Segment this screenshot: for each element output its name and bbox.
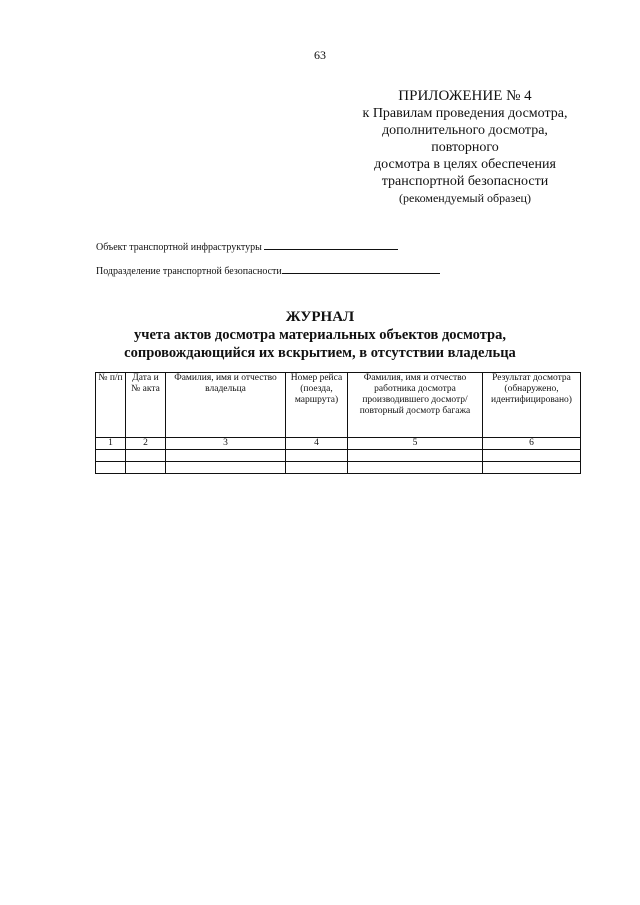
journal-table xyxy=(95,372,581,474)
table-cell[interactable] xyxy=(126,462,166,474)
object-field xyxy=(96,240,398,253)
object-field-label: Объект транспортной инфраструктуры xyxy=(96,242,262,253)
table-cell[interactable] xyxy=(96,462,126,474)
table-cell[interactable] xyxy=(348,450,483,462)
column-number: 1 xyxy=(96,438,126,450)
table-cell[interactable] xyxy=(286,462,348,474)
appendix-line: дополнительного досмотра, xyxy=(382,123,548,138)
table-cell[interactable] xyxy=(483,450,581,462)
table-cell[interactable] xyxy=(166,462,286,474)
table-cell[interactable] xyxy=(348,462,483,474)
column-number: 2 xyxy=(126,438,166,450)
table-cell[interactable] xyxy=(166,450,286,462)
column-number-row xyxy=(96,438,581,450)
journal-title-line: учета актов досмотра материальных объектов досмотра, xyxy=(134,327,506,343)
table-header-row xyxy=(96,373,581,438)
table-row xyxy=(96,462,581,474)
appendix-line: повторного xyxy=(431,140,499,155)
table-cell[interactable] xyxy=(286,450,348,462)
column-number: 5 xyxy=(348,438,483,450)
appendix-line: досмотра в целях обеспечения xyxy=(374,157,556,172)
journal-title xyxy=(0,308,640,362)
column-header: Фамилия, имя и отчество работника досмотра производившего досмотр/повторный досмотр багажа xyxy=(348,373,483,438)
table-cell[interactable] xyxy=(96,450,126,462)
journal-title-line: сопровождающийся их вскрытием, в отсутствии владельца xyxy=(124,345,516,361)
column-number: 4 xyxy=(286,438,348,450)
unit-field-label: Подразделение транспортной безопасности xyxy=(96,266,282,277)
column-header: Номер рейса (поезда, маршрута) xyxy=(286,373,348,438)
column-number: 6 xyxy=(483,438,581,450)
appendix-line: к Правилам проведения досмотра, xyxy=(362,106,568,121)
table-row xyxy=(96,450,581,462)
table-cell[interactable] xyxy=(126,450,166,462)
column-number: 3 xyxy=(166,438,286,450)
column-header: Результат досмотра (обнаружено, идентифицировано) xyxy=(483,373,581,438)
appendix-line: транспортной безопасности xyxy=(381,174,549,189)
journal-title-main: ЖУРНАЛ xyxy=(285,309,355,325)
appendix-note: (рекомендуемый образец) xyxy=(399,191,531,205)
appendix-header: ПРИЛОЖЕНИЕ № 4 xyxy=(398,88,532,104)
table-cell[interactable] xyxy=(483,462,581,474)
column-header: Дата и № акта xyxy=(126,373,166,438)
column-header: № п/п xyxy=(96,373,126,438)
unit-field xyxy=(96,264,440,277)
unit-field-line[interactable] xyxy=(282,264,440,274)
appendix-block xyxy=(330,88,600,207)
column-header: Фамилия, имя и отчество владельца xyxy=(166,373,286,438)
object-field-line[interactable] xyxy=(264,240,398,250)
page-number: 63 xyxy=(314,48,326,62)
